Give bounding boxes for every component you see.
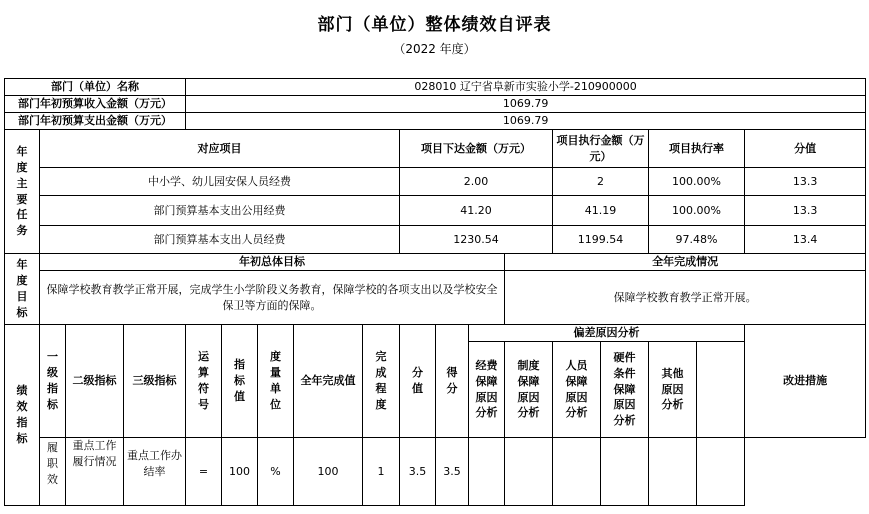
ind-header-dev-funding	[469, 342, 505, 438]
task-executed: 2	[553, 168, 649, 196]
goals-completion-text: 保障学校教育教学正常开展。	[505, 271, 866, 325]
indicators-section-label	[5, 325, 40, 506]
ind-header-operator-text: 运算符号	[198, 350, 209, 411]
ind-header-target	[222, 325, 258, 438]
task-score-value: 13.3	[745, 168, 866, 196]
page-title: 部门（单位）整体绩效自评表	[317, 15, 552, 35]
tasks-section-text: 年度主要任务	[16, 144, 28, 238]
report-year: （2022 年度）	[393, 42, 476, 56]
ind-dev-other	[649, 438, 697, 506]
ind-level1-text: 履职效	[47, 441, 58, 486]
ind-completion: 1	[363, 438, 400, 506]
ind-header-unit-text: 度量单位	[270, 350, 281, 411]
ind-header-dev-other-text: 其他原因分析	[661, 366, 684, 412]
ind-level3: 重点工作办结率	[124, 438, 186, 506]
ind-header-dev-hardware	[601, 342, 649, 438]
ind-level2: 重点工作履行情况	[66, 438, 124, 506]
ind-score-value: 3.5	[400, 438, 436, 506]
dept-row	[5, 79, 866, 96]
dept-label: 部门（单位）名称	[5, 79, 186, 96]
ind-header-dev-staff	[553, 342, 601, 438]
indicators-section-text: 绩效指标	[16, 384, 28, 445]
ind-header-target-text: 指标值	[234, 358, 245, 403]
ind-header-completion-text: 完成程度	[375, 350, 387, 411]
tasks-header-project: 对应项目	[40, 130, 400, 168]
tasks-header-issued: 项目下达金额（万元）	[400, 130, 553, 168]
goals-section-text: 年度目标	[16, 258, 28, 319]
ind-header-dev-funding-text: 经费保障原因分析	[475, 358, 498, 420]
ind-header-operator	[186, 325, 222, 438]
task-row	[5, 168, 866, 196]
task-executed: 41.19	[553, 196, 649, 226]
ind-target: 100	[222, 438, 258, 506]
goals-initial-text: 保障学校教育教学正常开展，完成学生小学阶段义务教育，保障学校的各项支出以及学校安全保卫等方面的保障。	[40, 271, 505, 325]
ind-header-score-value	[400, 325, 436, 438]
ind-unit: %	[258, 438, 294, 506]
task-executed: 1199.54	[553, 226, 649, 254]
ind-dev-system	[505, 438, 553, 506]
tasks-section-label	[5, 130, 40, 254]
ind-level1	[40, 438, 66, 506]
task-row	[5, 196, 866, 226]
income-label: 部门年初预算收入金额（万元）	[5, 96, 186, 113]
ind-header-score-text: 得分	[446, 366, 458, 395]
dept-value: 028010 辽宁省阜新市实验小学-210900000	[186, 79, 866, 96]
income-row	[5, 96, 866, 113]
ind-header-deviation: 偏差原因分析	[469, 325, 745, 342]
task-issued: 2.00	[400, 168, 553, 196]
ind-header-level3: 三级指标	[124, 325, 186, 438]
task-issued: 41.20	[400, 196, 553, 226]
ind-dev-funding	[469, 438, 505, 506]
ind-header-dev-system	[505, 342, 553, 438]
ind-header-level1	[40, 325, 66, 438]
task-project: 部门预算基本支出人员经费	[40, 226, 400, 254]
task-rate: 100.00%	[649, 168, 745, 196]
expense-label: 部门年初预算支出金额（万元）	[5, 113, 186, 130]
task-project: 中小学、幼儿园安保人员经费	[40, 168, 400, 196]
task-score-value: 13.4	[745, 226, 866, 254]
goals-header-row	[5, 254, 866, 271]
ind-improvement	[697, 438, 745, 506]
goals-section-label	[5, 254, 40, 325]
expense-row	[5, 113, 866, 130]
income-value: 1069.79	[186, 96, 866, 113]
goals-row	[5, 271, 866, 325]
evaluation-table	[4, 78, 866, 506]
tasks-header-rate: 项目执行率	[649, 130, 745, 168]
ind-header-level2: 二级指标	[66, 325, 124, 438]
goals-header-completion: 全年完成情况	[505, 254, 866, 271]
ind-header-completion	[363, 325, 400, 438]
ind-header-dev-hardware-text: 硬件条件保障原因分析	[613, 350, 636, 428]
task-score-value: 13.3	[745, 196, 866, 226]
ind-actual: 100	[294, 438, 363, 506]
tasks-header-score-value: 分值	[745, 130, 866, 168]
tasks-header-executed: 项目执行金额（万元）	[553, 130, 649, 168]
ind-dev-staff	[553, 438, 601, 506]
ind-header-score	[436, 325, 469, 438]
tasks-header-row	[5, 130, 866, 168]
ind-header-score-value-text: 分值	[412, 366, 423, 395]
goals-header-initial: 年初总体目标	[40, 254, 505, 271]
expense-value: 1069.79	[186, 113, 866, 130]
task-issued: 1230.54	[400, 226, 553, 254]
ind-header-actual: 全年完成值	[294, 325, 363, 438]
task-rate: 100.00%	[649, 196, 745, 226]
task-project: 部门预算基本支出公用经费	[40, 196, 400, 226]
ind-operator: =	[186, 438, 222, 506]
ind-header-dev-system-text: 制度保障原因分析	[517, 358, 540, 420]
indicator-header-row	[5, 325, 866, 342]
indicator-row	[5, 438, 866, 506]
task-row	[5, 226, 866, 254]
ind-header-improvement: 改进措施	[745, 325, 866, 438]
ind-header-dev-other	[649, 342, 697, 438]
ind-dev-hardware	[601, 438, 649, 506]
ind-header-level1-text: 一级指标	[47, 350, 58, 411]
ind-header-unit	[258, 325, 294, 438]
task-rate: 97.48%	[649, 226, 745, 254]
ind-header-dev-staff-text: 人员保障原因分析	[565, 358, 588, 420]
ind-score: 3.5	[436, 438, 469, 506]
